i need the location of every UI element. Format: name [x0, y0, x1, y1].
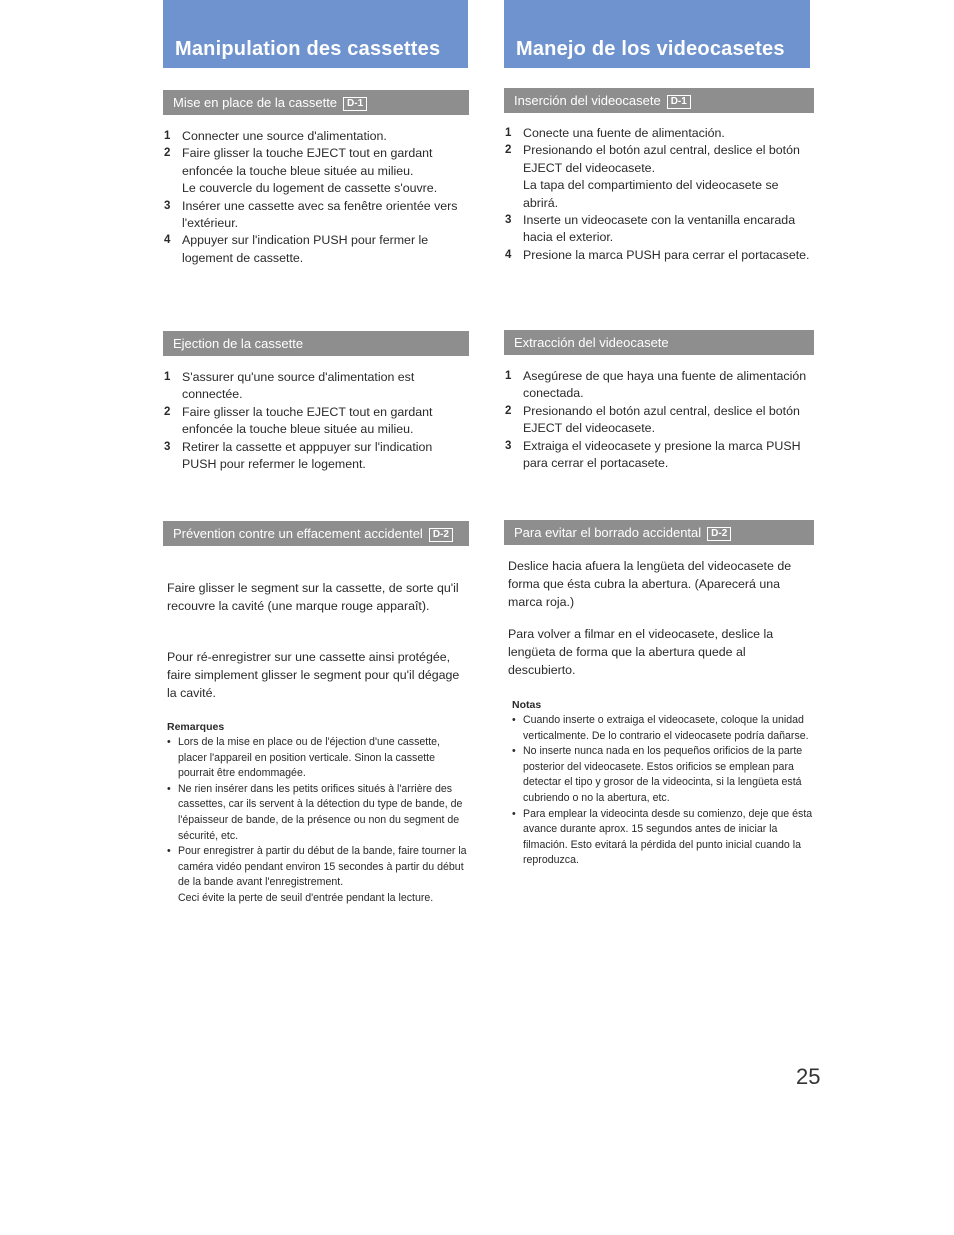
- section-header-mise-en-place: [163, 90, 469, 115]
- section-code-badge: D-1: [343, 97, 367, 111]
- step-text: S'assurer qu'une source d'alimentation est connectée.: [182, 370, 415, 402]
- step-text: Extraiga el videocasete y presione la marca PUSH para cerrar el portacasete.: [523, 438, 801, 471]
- section-heading-text: Mise en place de la cassette: [173, 95, 338, 110]
- notes-list: [512, 713, 814, 869]
- note-text: No inserte nunca nada en los pequeños orificios de la parte posterior del videocasete. Estos orificios se emplean para detectar el tipo y grosor de la videocinta, si la lengüeta está cubriendo o no la abertura, etc.: [523, 745, 803, 804]
- section-header-prevention: [163, 521, 469, 546]
- section-header-ejection: [163, 331, 469, 356]
- step-text: Asegúrese de que haya una fuente de alimentación conectada.: [523, 369, 807, 401]
- body-paragraph: Para volver a filmar en el videocasete, deslice la lengüeta de forma que la abertura quede al descubierto.: [508, 627, 774, 677]
- step-note: La tapa del compartimiento del videocasete se abrirá.: [523, 178, 779, 210]
- step-item: [163, 145, 469, 197]
- step-number: 3: [505, 439, 512, 452]
- note-item: • Cuando inserte o extraiga el videocasete, coloque la unidad verticalmente. De lo contrario el videocasete podría dañarse.: [512, 714, 809, 742]
- step-number: 2: [505, 404, 512, 417]
- spanish-column: [504, 0, 814, 1235]
- section-heading-text: Para evitar el borrado accidental: [514, 525, 702, 540]
- note-item: • Pour enregistrer à partir du début de la bande, faire tourner la caméra vidéo pendant environ 15 secondes à partir du début de la bande avant l'enregistrement. Ceci évite la perte de seuil d'entrée pendant la lecture.: [167, 844, 469, 906]
- note-text: Lors de la mise en place ou de l'éjection d'une cassette, placer l'appareil en position verticale. Sinon la cassette pourrait être endommagée.: [178, 736, 440, 780]
- steps-list-eject: [504, 368, 814, 472]
- body-paragraph: Deslice hacia afuera la lengüeta del videocasete de forma que ésta cubra la abertura. (Aparecerá una marca roja.): [508, 559, 792, 609]
- section-code-badge: D-2: [429, 528, 453, 542]
- step-number: 3: [164, 440, 171, 453]
- step-number: 1: [505, 127, 512, 139]
- section-header-insercion: [504, 88, 814, 113]
- step-text: Insérer une cassette avec sa fenêtre orientée vers l'extérieur.: [182, 198, 458, 231]
- step-item: [163, 232, 469, 267]
- steps-list-eject: [163, 369, 469, 473]
- french-column: [163, 0, 469, 1235]
- section-header-borrado: [504, 520, 814, 545]
- body-paragraph: Pour ré-enregistrer sur une cassette ainsi protégée, faire simplement glisser le segment pour qu'il dégage la cavité.: [167, 650, 460, 700]
- step-text: Inserte un videocasete con la ventanilla encarada hacia el exterior.: [523, 213, 796, 245]
- section-code-badge: D-2: [707, 527, 731, 541]
- step-text: Presionando el botón azul central, deslice el botón EJECT del videocasete.: [523, 143, 800, 175]
- section-header-extraccion: [504, 330, 814, 355]
- step-number: 1: [164, 130, 171, 142]
- section-heading-text: Inserción del videocasete: [514, 93, 661, 108]
- step-item: [504, 125, 814, 142]
- step-note: Le couvercle du logement de cassette s'ouvre.: [182, 181, 438, 196]
- note-text: Cuando inserte o extraiga el videocasete, coloque la unidad verticalmente. De lo contrario el videocasete podría dañarse.: [523, 714, 809, 742]
- step-number: 2: [164, 147, 171, 160]
- note-item: • Lors de la mise en place ou de l'éjection d'une cassette, placer l'appareil en position verticale. Sinon la cassette pourrait être endommagée.: [167, 736, 440, 780]
- step-item: [163, 198, 469, 233]
- step-item: [163, 128, 469, 145]
- step-item: [504, 247, 814, 264]
- section-heading-text: Prévention contre un effacement accidentel: [173, 526, 423, 541]
- step-item: [504, 142, 814, 212]
- step-text: Connecter une source d'alimentation.: [182, 129, 387, 143]
- note-text: Pour enregistrer à partir du début de la bande, faire tourner la caméra vidéo pendant environ 15 secondes à partir du début de la bande avant l'enregistrement.: [178, 845, 467, 889]
- spanish-page-title: Manejo de los videocasetes: [504, 0, 810, 68]
- step-item: [504, 212, 814, 247]
- section-heading-text: Extracción del videocasete: [514, 335, 669, 350]
- page-number: 25: [796, 1064, 821, 1089]
- note-item: • Para emplear la videocinta desde su comienzo, deje que ésta avance durante aprox. 15 segundos antes de iniciar la filmación. Esto evitará la pérdida del punto inicial cuando la reproduzca.: [512, 807, 813, 867]
- step-text: Presionando el botón azul central, deslice el botón EJECT del videocasete.: [523, 403, 800, 436]
- step-number: 2: [505, 144, 512, 157]
- step-text: Appuyer sur l'indication PUSH pour fermer le logement de cassette.: [182, 233, 429, 265]
- notes-heading: Notas: [512, 699, 542, 711]
- step-number: 2: [164, 405, 171, 418]
- step-text: Conecte una fuente de alimentación.: [523, 126, 725, 140]
- note-text: Para emplear la videocinta desde su comienzo, deje que ésta avance durante aprox. 15 segundos antes de iniciar la filmación. Esto evitará la pérdida del punto inicial cuando la reproduzca.: [523, 807, 813, 867]
- section-heading-text: Ejection de la cassette: [173, 336, 304, 351]
- step-number: 4: [164, 234, 171, 247]
- steps-list-insert: [163, 128, 469, 267]
- step-item: [163, 369, 469, 404]
- steps-list-insert: [504, 125, 814, 264]
- step-item: [163, 404, 469, 439]
- step-item: [504, 438, 814, 473]
- body-paragraph: Faire glisser le segment sur la cassette, de sorte qu'il recouvre la cavité (une marque rouge apparaît).: [167, 581, 459, 613]
- step-item: [504, 403, 814, 438]
- step-item: [163, 439, 469, 474]
- note-text: Ne rien insérer dans les petits orifices situés à l'arrière des cassettes, car ils servent à la détection du type de bande, de l'épaisseur de bande, de la présence ou non du segment de sécurité, etc.: [178, 782, 463, 842]
- step-number: 3: [164, 199, 171, 212]
- step-number: 1: [505, 370, 512, 382]
- step-text: Retirer la cassette et apppuyer sur l'indication PUSH pour refermer le logement.: [182, 439, 433, 472]
- step-number: 4: [505, 248, 512, 261]
- step-number: 1: [164, 371, 171, 383]
- notes-list: [167, 735, 469, 907]
- note-item: • No inserte nunca nada en los pequeños orificios de la parte posterior del videocasete. Estos orificios se emplean para detectar el tipo y grosor de la videocinta, si la lengüeta está cubriendo o no la abertura, etc.: [512, 745, 803, 804]
- step-item: [504, 368, 814, 403]
- step-number: 3: [505, 214, 512, 227]
- step-text: Faire glisser la touche EJECT tout en gardant enfoncée la touche bleue située au milieu.: [182, 146, 433, 178]
- step-text: Faire glisser la touche EJECT tout en gardant enfoncée la touche bleue située au milieu.: [182, 404, 433, 437]
- step-text: Presione la marca PUSH para cerrar el portacasete.: [523, 247, 810, 262]
- section-code-badge: D-1: [667, 95, 691, 109]
- french-page-title: Manipulation des cassettes: [163, 0, 468, 68]
- note-extra: Ceci évite la perte de seuil d'entrée pendant la lecture.: [178, 891, 434, 904]
- notes-heading: Remarques: [167, 721, 225, 733]
- note-item: • Ne rien insérer dans les petits orifices situés à l'arrière des cassettes, car ils servent à la détection du type de bande, de l'épaisseur de bande, de la présence ou non du segment de sécurité, etc.: [167, 782, 463, 842]
